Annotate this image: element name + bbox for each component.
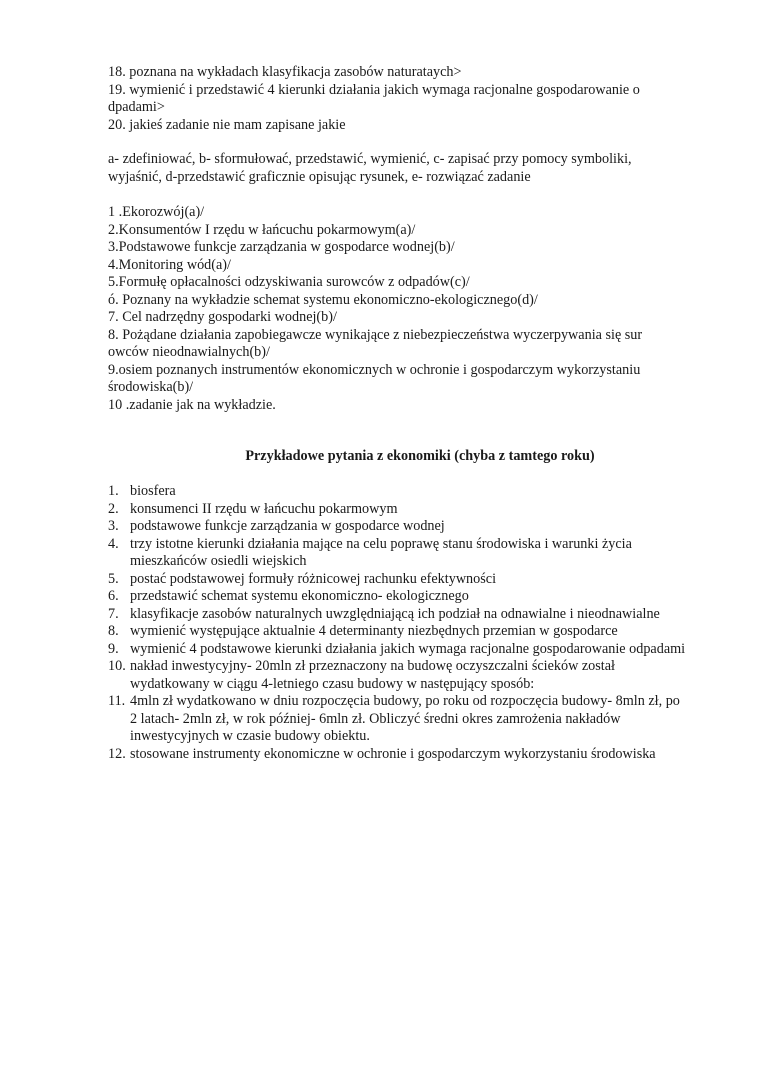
- item-number: 11.: [108, 693, 126, 709]
- list-item: [108, 518, 688, 536]
- item-text: podstawowe funkcje zarządzania w gospodarce wodnej: [130, 518, 445, 534]
- exam-item: 3.Podstawowe funkcje zarządzania w gospodarce wodnej(b)/: [108, 239, 455, 255]
- item-number: 12.: [108, 745, 126, 762]
- exam-item: 2.Konsumentów I rzędu w łańcuchu pokarmowym(a)/: [108, 221, 416, 238]
- exam-item: 5.Formułę opłacalności odzyskiwania surowców z odpadów(c)/: [108, 274, 470, 290]
- exam-item: 4.Monitoring wód(a)/: [108, 256, 231, 273]
- list-item: [108, 571, 688, 589]
- item-number: 10.: [108, 658, 126, 674]
- top-items: [108, 64, 668, 134]
- item-text: konsumenci II rzędu w łańcuchu pokarmowym: [130, 500, 398, 517]
- item-number: 3.: [108, 518, 119, 534]
- item-number: 2.: [108, 500, 119, 517]
- item-text: postać podstawowej formuły różnicowej rachunku efektywności: [130, 570, 497, 587]
- exam-item: ó. Poznany na wykładzie schemat systemu ekonomiczno-ekologicznego(d)/: [108, 291, 538, 308]
- item-number: 1.: [108, 483, 119, 499]
- exam-item: 8. Pożądane działania zapobiegawcze wynikające z niebezpieczeństwa wyczerpywania się sur owców nieodnawialnych(b)/: [108, 326, 643, 360]
- list-item: [108, 658, 688, 693]
- list-item: [108, 746, 688, 764]
- list-item: [108, 693, 688, 746]
- item-text: klasyfikacje zasobów naturalnych uwzględniającą ich podział na odnawialne i nieodnawialne: [130, 605, 660, 622]
- top-item: 18. poznana na wykładach klasyfikacja zasobów naturataych>: [108, 64, 462, 80]
- item-text: przedstawić schemat systemu ekonomiczno- ekologicznego: [130, 588, 469, 604]
- list-item: [108, 536, 688, 571]
- item-number: 8.: [108, 623, 119, 639]
- top-item: 19. wymienić i przedstawić 4 kierunki działania jakich wymaga racjonalne gospodarowanie o dpadami>: [108, 81, 640, 115]
- item-number: 7.: [108, 605, 119, 622]
- list-item: [108, 606, 688, 624]
- item-number: 6.: [108, 588, 119, 604]
- item-text: 4mln zł wydatkowano w dniu rozpoczęcia budowy, po roku od rozpoczęcia budowy- 8mln zł, po 2 latach- 2mln zł, w rok później- 6mln zł. Obliczyć średni okres zamrożenia nakładów inwestycyjnych w czasie budowy obiektu.: [130, 693, 680, 744]
- item-text: trzy istotne kierunki działania mające na celu poprawę stanu środowiska i warunki życia mieszkańców osiedli wiejskich: [130, 535, 632, 569]
- item-number: 5.: [108, 570, 119, 587]
- item-text: stosowane instrumenty ekonomiczne w ochronie i gospodarczym wykorzystaniu środowiska: [130, 745, 656, 762]
- item-text: biosfera: [130, 483, 176, 499]
- top-item: 20. jakieś zadanie nie mam zapisane jakie: [108, 116, 346, 133]
- list-item: [108, 641, 688, 659]
- exam-items: [108, 204, 668, 414]
- item-text: nakład inwestycyjny- 20mln zł przeznaczony na budowę oczyszczalni ścieków został wydatkowany w ciągu 4-letniego czasu budowy w następujący sposób:: [130, 658, 615, 692]
- exam-item: 10 .zadanie jak na wykładzie.: [108, 396, 276, 413]
- item-number: 9.: [108, 640, 119, 657]
- questions-list: [108, 483, 688, 763]
- exam-item: 7. Cel nadrzędny gospodarki wodnej(b)/: [108, 309, 337, 325]
- section-title: Przykładowe pytania z ekonomiki (chyba z tamtego roku): [245, 448, 595, 464]
- item-text: wymienić 4 podstawowe kierunki działania jakich wymaga racjonalne gospodarowanie odpadami: [130, 640, 686, 657]
- list-item: [108, 588, 688, 606]
- list-item: [108, 501, 688, 519]
- exam-item: 1 .Ekorozwój(a)/: [108, 204, 205, 220]
- list-item: [108, 623, 688, 641]
- exam-item: 9.osiem poznanych instrumentów ekonomicznych w ochronie i gospodarczym wykorzystaniu środowiska(b)/: [108, 361, 641, 395]
- item-number: 4.: [108, 535, 119, 552]
- list-item: [108, 483, 688, 501]
- item-text: wymienić występujące aktualnie 4 determinanty niezbędnych przemian w gospodarce: [130, 623, 618, 639]
- legend-paragraph: a- zdefiniować, b- sformułować, przedstawić, wymienić, c- zapisać przy pomocy symboliki, wyjaśnić, d-przedstawić graficznie opisując rysunek, e- rozwiązać zadanie: [108, 151, 632, 185]
